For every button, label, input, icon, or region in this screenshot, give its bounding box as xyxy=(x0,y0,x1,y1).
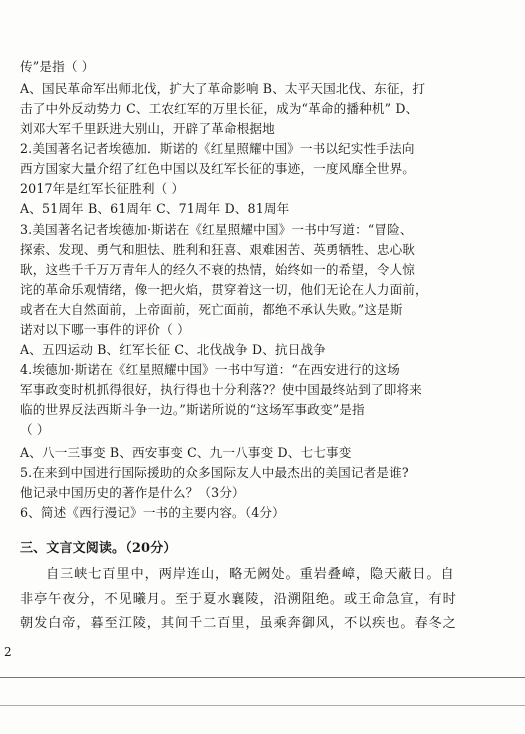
text-line: 5.在来到中国进行国际援助的众多国际友人中最杰出的美国记者是谁? xyxy=(20,465,409,480)
text-line: 2017年是红军长征胜利（ ） xyxy=(20,181,185,196)
text-line: 或者在大自然面前，上帝面前，死亡面前，都绝不承认失败。”这是斯 xyxy=(20,302,403,317)
text-line: 军事政变时机抓得很好，执行得也十分利落?？使中国最终站到了即将来 xyxy=(20,382,422,397)
text-line: 击了中外反动势力 C、工农红军的万里长征，成为“革命的播种机” D、 xyxy=(20,101,419,116)
passage-line: 自三峡七百里中，两岸连山，略无阙处。重岩叠嶂，隐天蔽日。自 xyxy=(46,567,455,582)
text-line: 4.埃德加·斯诺在《红星照耀中国》一书中写道：“在西安进行的这场 xyxy=(20,362,400,377)
text-line: 2.美国著名记者埃德加．斯诺的《红星照耀中国》一书以纪实性手法向 xyxy=(20,141,415,156)
text-line: 诧的革命乐观情绪，像一把火焰，贯穿着这一切，他们无论在人力面前， xyxy=(20,282,428,297)
text-line: 刘邓大军千里跃进大别山，开辟了革命根据地 xyxy=(20,121,275,136)
text-line: A、八一三事变 B、西安事变 C、九一八事变 D、七七事变 xyxy=(20,445,352,460)
passage-line: 非亭午夜分，不见曦月。至于夏水襄陵，沿溯阻绝。或王命急宣，有时 xyxy=(20,592,457,607)
text-line: 西方国家大量介绍了红色中国以及红军长征的事迹，一度风靡全世界。 xyxy=(20,161,416,176)
text-line: 他记录中国历史的著作是什么？（3分） xyxy=(20,485,245,500)
text-line: 临的世界反法西斯斗争一边。”斯诺所说的“这场军事政变”是指 xyxy=(20,402,365,417)
text-line: 探索、发现、勇气和胆怯、胜利和狂喜、艰难困苦、英勇牺牲、忠心耿 xyxy=(20,242,416,257)
page-divider xyxy=(0,705,525,706)
text-line: 3.美国著名记者埃德加·斯诺在《红星照耀中国》一书中写道：“冒险、 xyxy=(20,222,413,237)
section-title: 三、文言文阅读。（20分） xyxy=(20,541,177,556)
page-divider xyxy=(0,677,525,678)
text-line: A、五四运动 B、红军长征 C、北伐战争 D、抗日战争 xyxy=(20,342,327,357)
text-line: 耿，这些千千万万青年人的经久不衰的热情，始终如一的希望，令人惊 xyxy=(20,262,416,277)
page-number: 2 xyxy=(4,645,12,659)
text-line: 6、简述《西行漫记》一书的主要内容。（4分） xyxy=(20,505,285,520)
text-line: A、国民革命军出师北伐，扩大了革命影响 B、太平天国北伐、东征，打 xyxy=(20,81,426,96)
text-line: 诺对以下哪一事件的评价（ ） xyxy=(20,322,190,337)
text-line: A、51周年 B、61周年 C、71周年 D、81周年 xyxy=(20,201,290,216)
passage-line: 朝发白帝，暮至江陵，其间千二百里，虽乘奔御风，不以疾也。春冬之 xyxy=(20,616,457,631)
text-line: 传”是指（ ） xyxy=(20,59,95,74)
text-line: （ ） xyxy=(20,422,50,437)
